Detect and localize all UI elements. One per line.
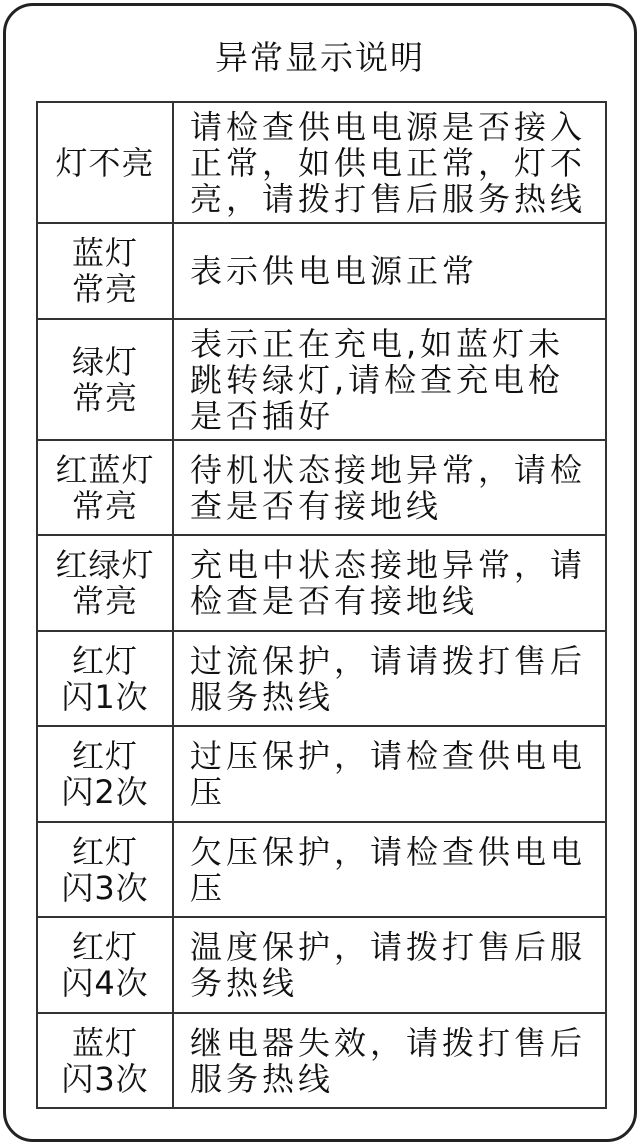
table-row bbox=[37, 726, 606, 822]
description-text: 继电器失效，请拨打售后服务热线 bbox=[190, 1023, 587, 1098]
indicator-state-cell bbox=[37, 535, 173, 631]
indicator-state-cell bbox=[37, 917, 173, 1013]
description-text: 待机状态接地异常，请检查是否有接地线 bbox=[190, 450, 587, 525]
description-cell bbox=[173, 102, 606, 223]
table-row bbox=[37, 917, 606, 1013]
table-row bbox=[37, 319, 606, 440]
indicator-state: 红蓝灯 常亮 bbox=[55, 450, 155, 525]
description-text: 欠压保护，请检查供电电压 bbox=[190, 832, 587, 907]
indicator-state: 蓝灯 常亮 bbox=[71, 234, 138, 308]
indicator-state: 蓝灯 闪3次 bbox=[61, 1023, 149, 1098]
indicator-state-cell bbox=[37, 319, 173, 440]
description-text: 温度保护，请拨打售后服务热线 bbox=[190, 928, 587, 1002]
table-row bbox=[37, 223, 606, 319]
indicator-state-cell bbox=[37, 726, 173, 822]
description-cell bbox=[173, 1013, 606, 1108]
table-row bbox=[37, 102, 606, 223]
indicator-state: 灯不亮 bbox=[55, 143, 155, 182]
indicator-state: 红灯 闪2次 bbox=[61, 737, 149, 811]
indicator-state-cell bbox=[37, 440, 173, 535]
table-row bbox=[37, 440, 606, 535]
indicator-state-cell bbox=[37, 1013, 173, 1108]
page-title: 异常显示说明 bbox=[215, 38, 425, 77]
description-cell bbox=[173, 917, 606, 1013]
table-row bbox=[37, 822, 606, 917]
indicator-state: 绿灯 常亮 bbox=[71, 342, 138, 417]
indicator-state-cell bbox=[37, 102, 173, 223]
description-cell bbox=[173, 535, 606, 631]
description-cell bbox=[173, 440, 606, 535]
table-row bbox=[37, 535, 606, 631]
description-text: 过压保护，请检查供电电压 bbox=[190, 737, 587, 811]
indicator-state: 红灯 闪4次 bbox=[61, 928, 149, 1002]
indicator-state-cell bbox=[37, 223, 173, 319]
indicator-state: 红灯 闪3次 bbox=[61, 832, 149, 907]
description-cell bbox=[173, 319, 606, 440]
indicator-state-cell bbox=[37, 822, 173, 917]
description-cell bbox=[173, 726, 606, 822]
description-cell bbox=[173, 223, 606, 319]
table-row bbox=[37, 1013, 606, 1108]
description-cell bbox=[173, 822, 606, 917]
description-cell bbox=[173, 631, 606, 726]
indicator-state-cell bbox=[37, 631, 173, 726]
table-row bbox=[37, 631, 606, 726]
description-text: 表示供电电源正常 bbox=[190, 252, 479, 290]
description-text: 过流保护，请请拨打售后服务热线 bbox=[190, 641, 587, 716]
indicator-state: 红绿灯 常亮 bbox=[55, 546, 155, 620]
error-code-table bbox=[36, 101, 607, 1109]
description-text: 充电中状态接地异常，请检查是否有接地线 bbox=[190, 546, 587, 620]
description-text: 表示正在充电,如蓝灯未跳转绿灯,请检查充电枪是否插好 bbox=[190, 324, 565, 435]
description-text: 请检查供电电源是否接入正常，如供电正常，灯不亮，请拨打售后服务热线 bbox=[190, 107, 587, 218]
indicator-state: 红灯 闪1次 bbox=[61, 641, 149, 716]
